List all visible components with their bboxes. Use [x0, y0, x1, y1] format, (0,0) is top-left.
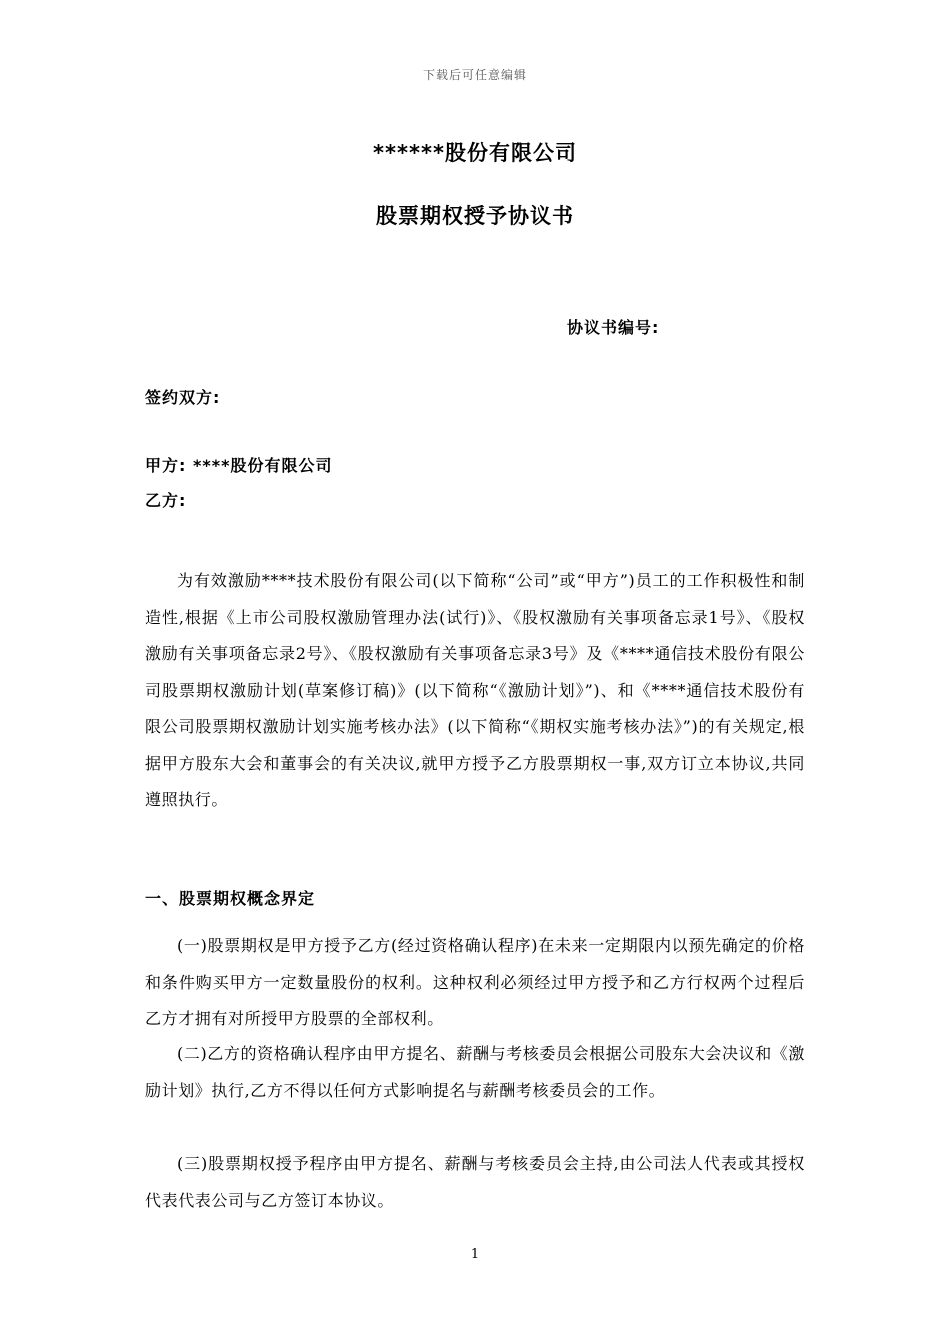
page-number: 1 — [470, 1247, 480, 1262]
clause-paragraph: (三)股票期权授予程序由甲方提名、薪酬与考核委员会主持,由公司法人代表或其授权代表代表公司与乙方签订本协议。 — [145, 1154, 805, 1210]
clause-paragraph: (二)乙方的资格确认程序由甲方提名、薪酬与考核委员会根据公司股东大会决议和《激励计划》执行,乙方不得以任何方式影响提名与薪酬考核委员会的工作。 — [145, 1044, 805, 1100]
document-title: 股票期权授予协议书 — [376, 204, 574, 228]
parties-heading: 签约双方: — [145, 388, 221, 407]
header-note: 下载后可任意编辑 — [422, 68, 527, 82]
clause-paragraph: (一)股票期权是甲方授予乙方(经过资格确认程序)在未来一定期限内以预先确定的价格和条件购买甲方一定数量股份的权利。这种权利必须经过甲方授予和乙方行权两个过程后乙方才拥有对所授甲方股票的全部权利。 — [145, 936, 805, 1028]
party-b-line: 乙方: — [145, 491, 187, 510]
party-a-line: 甲方: ****股份有限公司 — [145, 456, 333, 475]
company-title: ******股份有限公司 — [373, 141, 577, 165]
intro-paragraph: 为有效激励****技术股份有限公司(以下简称“公司”或“甲方”)员工的工作积极性和制造性,根据《上市公司股权激励管理办法(试行)》、《股权激励有关事项备忘录1号》、《股权激励有关事项备忘录2号》、《股权激励有关事项备忘录3号》及《****通信技术股份有限公司股票期权激励计划(草案修订稿)》(以下简称“《激励计划》”)、和《****通信技术股份有限公司股票期权激励计划实施考核办法》(以下简称“《期权实施考核办法》”)的有关规定,根据甲方股东大会和董事会的有关决议,就甲方授予乙方股票期权一事,双方订立本协议,共同遵照执行。 — [145, 571, 805, 809]
section-heading: 一、股票期权概念界定 — [145, 889, 316, 908]
agreement-number-label: 协议书编号: — [567, 318, 660, 337]
